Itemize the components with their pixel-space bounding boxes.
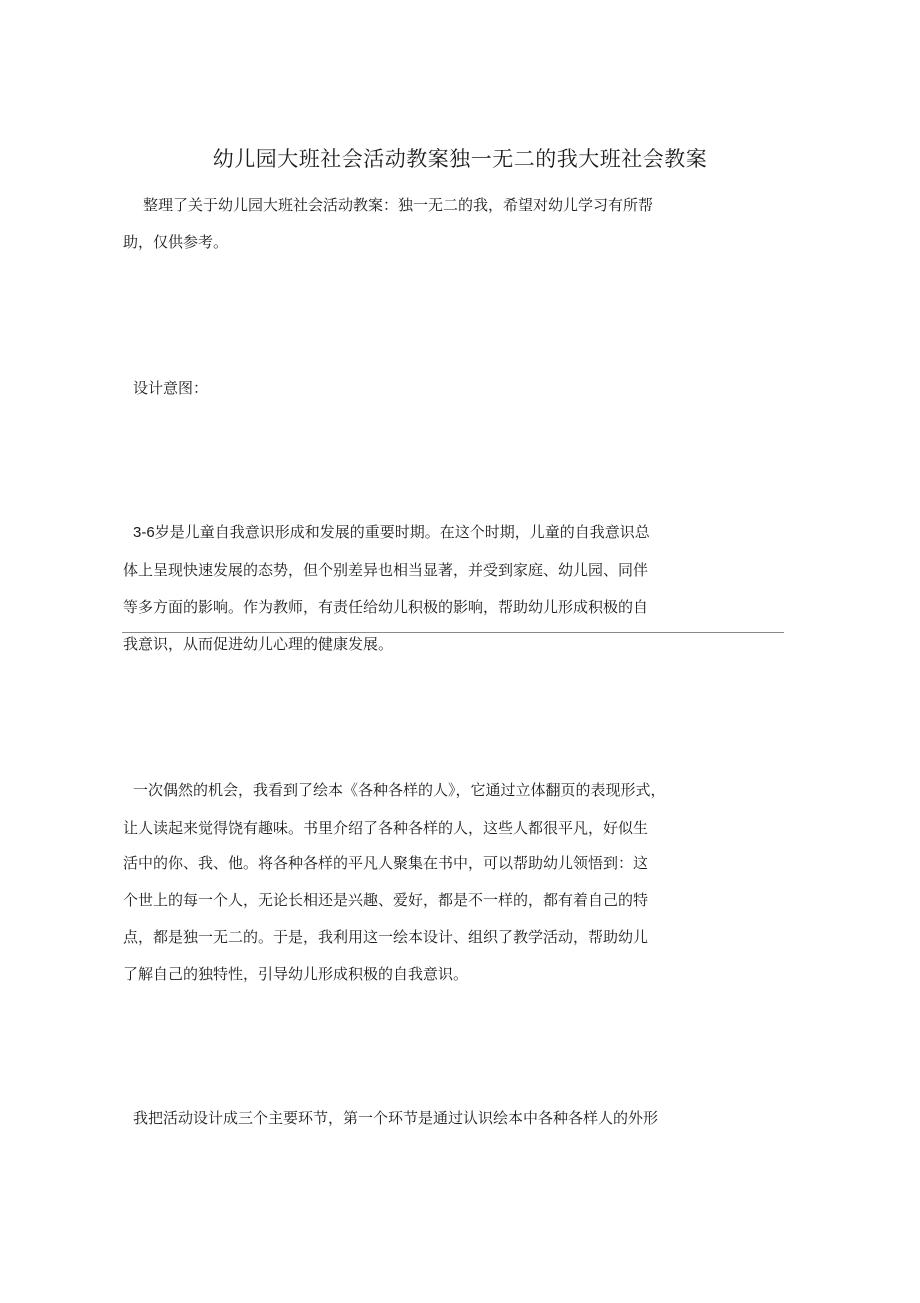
document-title: 幼儿园大班社会活动教案独一无二的我大班社会教案 <box>212 147 708 171</box>
para2-line-1: 一次偶然的机会，我看到了绘本《各种各样的人》，它通过立体翻页的表现形式， <box>133 781 666 799</box>
para2-line-5: 点，都是独一无二的。于是，我利用这一绘本设计、组织了教学活动，帮助幼儿 <box>123 928 649 946</box>
para2-line-2: 让人读起来觉得饶有趣味。书里介绍了各种各样的人，这些人都很平凡，好似生 <box>123 819 649 837</box>
para1-line-3: 等多方面的影响。作为教师，有责任给幼儿积极的影响，帮助幼儿形成积极的自 <box>123 598 649 616</box>
intro-line-1: 整理了关于幼儿园大班社会活动教案：独一无二的我，希望对幼儿学习有所帮 <box>143 196 654 214</box>
para3-line-1: 我把活动设计成三个主要环节，第一个环节是通过认识绘本中各种各样人的外形 <box>133 1109 659 1127</box>
age-range: 3-6 <box>133 524 155 541</box>
para1-line-4: 我意识，从而促进幼儿心理的健康发展。 <box>123 635 394 653</box>
section-heading-design: 设计意图： <box>133 379 209 397</box>
para2-line-6: 了解自己的独特性，引导幼儿形成积极的自我意识。 <box>123 965 469 983</box>
horizontal-divider <box>122 632 784 633</box>
para1-line-2: 体上呈现快速发展的态势，但个别差异也相当显著，并受到家庭、幼儿园、同伴 <box>123 561 649 579</box>
intro-line-2: 助，仅供参考。 <box>123 233 229 251</box>
para1-line-1 <box>133 522 650 543</box>
para2-line-4: 个世上的每一个人，无论长相还是兴趣、爱好，都是不一样的，都有着自己的特 <box>123 891 649 909</box>
para2-line-3: 活中的你、我、他。将各种各样的平凡人聚集在书中，可以帮助幼儿领悟到：这 <box>123 854 649 872</box>
para1-line-1-text: 岁是儿童自我意识形成和发展的重要时期。在这个时期，儿童的自我意识总 <box>154 523 650 541</box>
